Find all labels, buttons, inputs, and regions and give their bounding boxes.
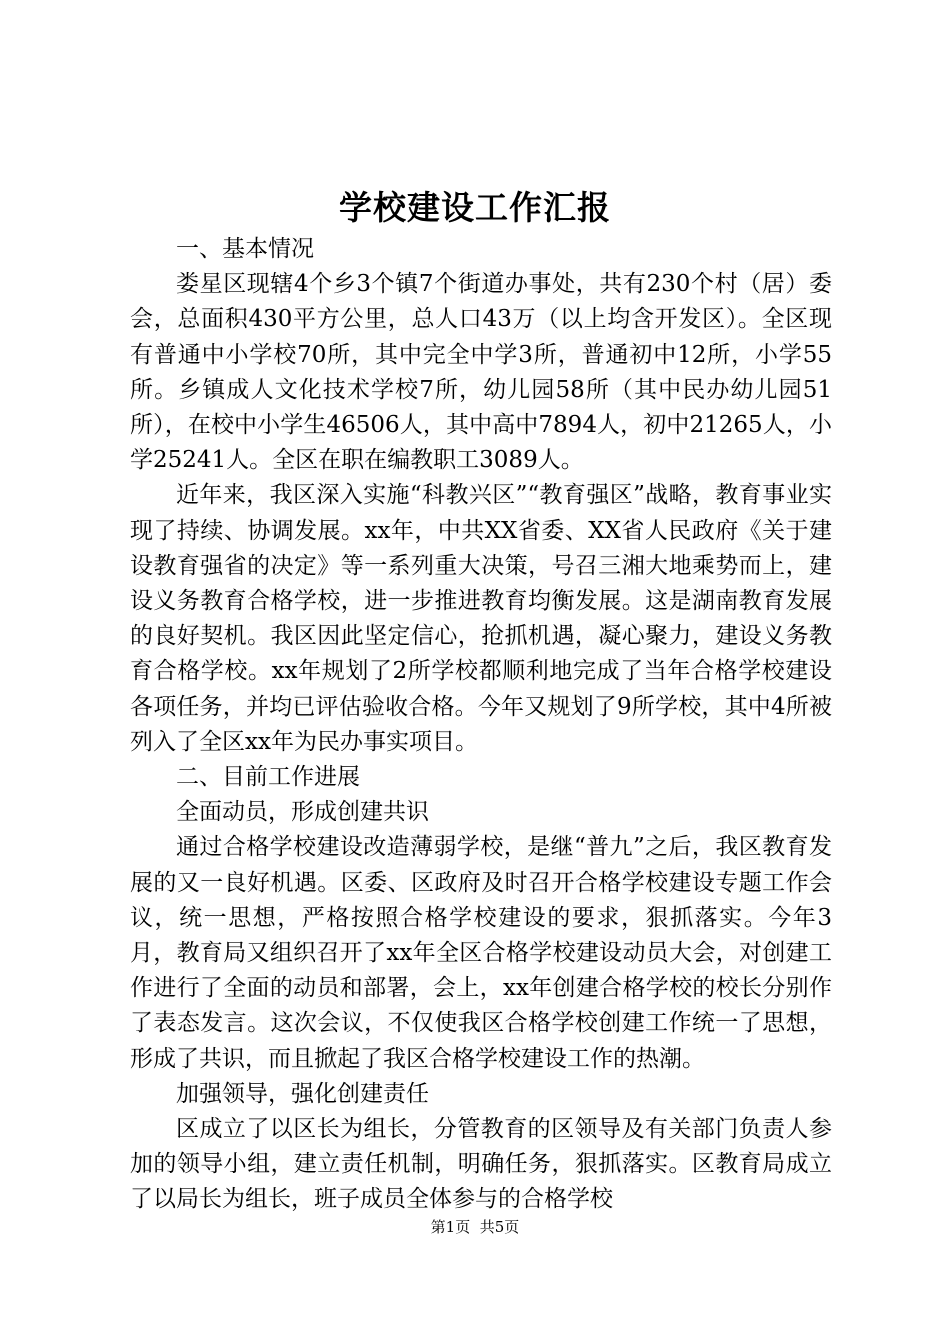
subheading-leadership: 加强领导，强化创建责任 xyxy=(176,1080,429,1107)
paragraph-recent-years: 近年来，我区深入实施“科教兴区”“教育强区”战略，教育事业实现了持续、协调发展。xx年，中共XX省委、XX省人民政府《关于建设教育强省的决定》等一系列重大决策，号召三湘大地乘势而上，建设义务教育合格学校，进一步推进教育均衡发展。这是湖南教育发展的良好契机。我区因此坚定信心，抢抓机遇，凝心聚力，建设义务教育合格学校。xx年规划了2所学校都顺利地完成了当年合格学校建设各项任务，并均已评估验收合格。今年又规划了9所学校，其中4所被列入了全区xx年为民办事实项目。 xyxy=(130,482,832,755)
page-number: 第1页 xyxy=(430,1218,471,1236)
subheading-mobilization: 全面动员，形成创建共识 xyxy=(176,799,429,826)
page-footer xyxy=(0,1216,950,1238)
section-heading-progress: 二、目前工作进展 xyxy=(176,764,360,791)
paragraph-leadership: 区成立了以区长为组长，分管教育的区领导及有关部门负责人参加的领导小组，建立责任机制，明确任务，狠抓落实。区教育局成立了以局长为组长，班子成员全体参与的合格学校 xyxy=(130,1116,832,1213)
section-heading-basic: 一、基本情况 xyxy=(176,236,314,262)
paragraph-mobilization: 通过合格学校建设改造薄弱学校，是继“普九”之后，我区教育发展的又一良好机遇。区委、区政府及时召开合格学校建设专题工作会议，统一思想，严格按照合格学校建设的要求，狠抓落实。今年3月，教育局又组织召开了xx年全区合格学校建设动员大会，对创建工作进行了全面的动员和部署，会上，xx年创建合格学校的校长分别作了表态发言。这次会议，不仅使我区合格学校创建工作统一了思想，形成了共识，而且掀起了我区合格学校建设工作的热潮。 xyxy=(130,834,832,1072)
document-title: 学校建设工作汇报 xyxy=(339,188,611,227)
document-body xyxy=(130,232,832,1218)
page-total: 共5页 xyxy=(479,1218,520,1236)
paragraph-overview: 娄星区现辖4个乡3个镇7个街道办事处，共有230个村（居）委会，总面积430平方公里，总人口43万（以上均含开发区）。全区现有普通中小学校70所，其中完全中学3所，普通初中12所，小学55所。乡镇成人文化技术学校7所，幼儿园58所（其中民办幼儿园51所），在校中小学生46506人，其中高中7894人，初中21265人，小学25241人。全区在职在编教职工3089人。 xyxy=(130,271,832,474)
